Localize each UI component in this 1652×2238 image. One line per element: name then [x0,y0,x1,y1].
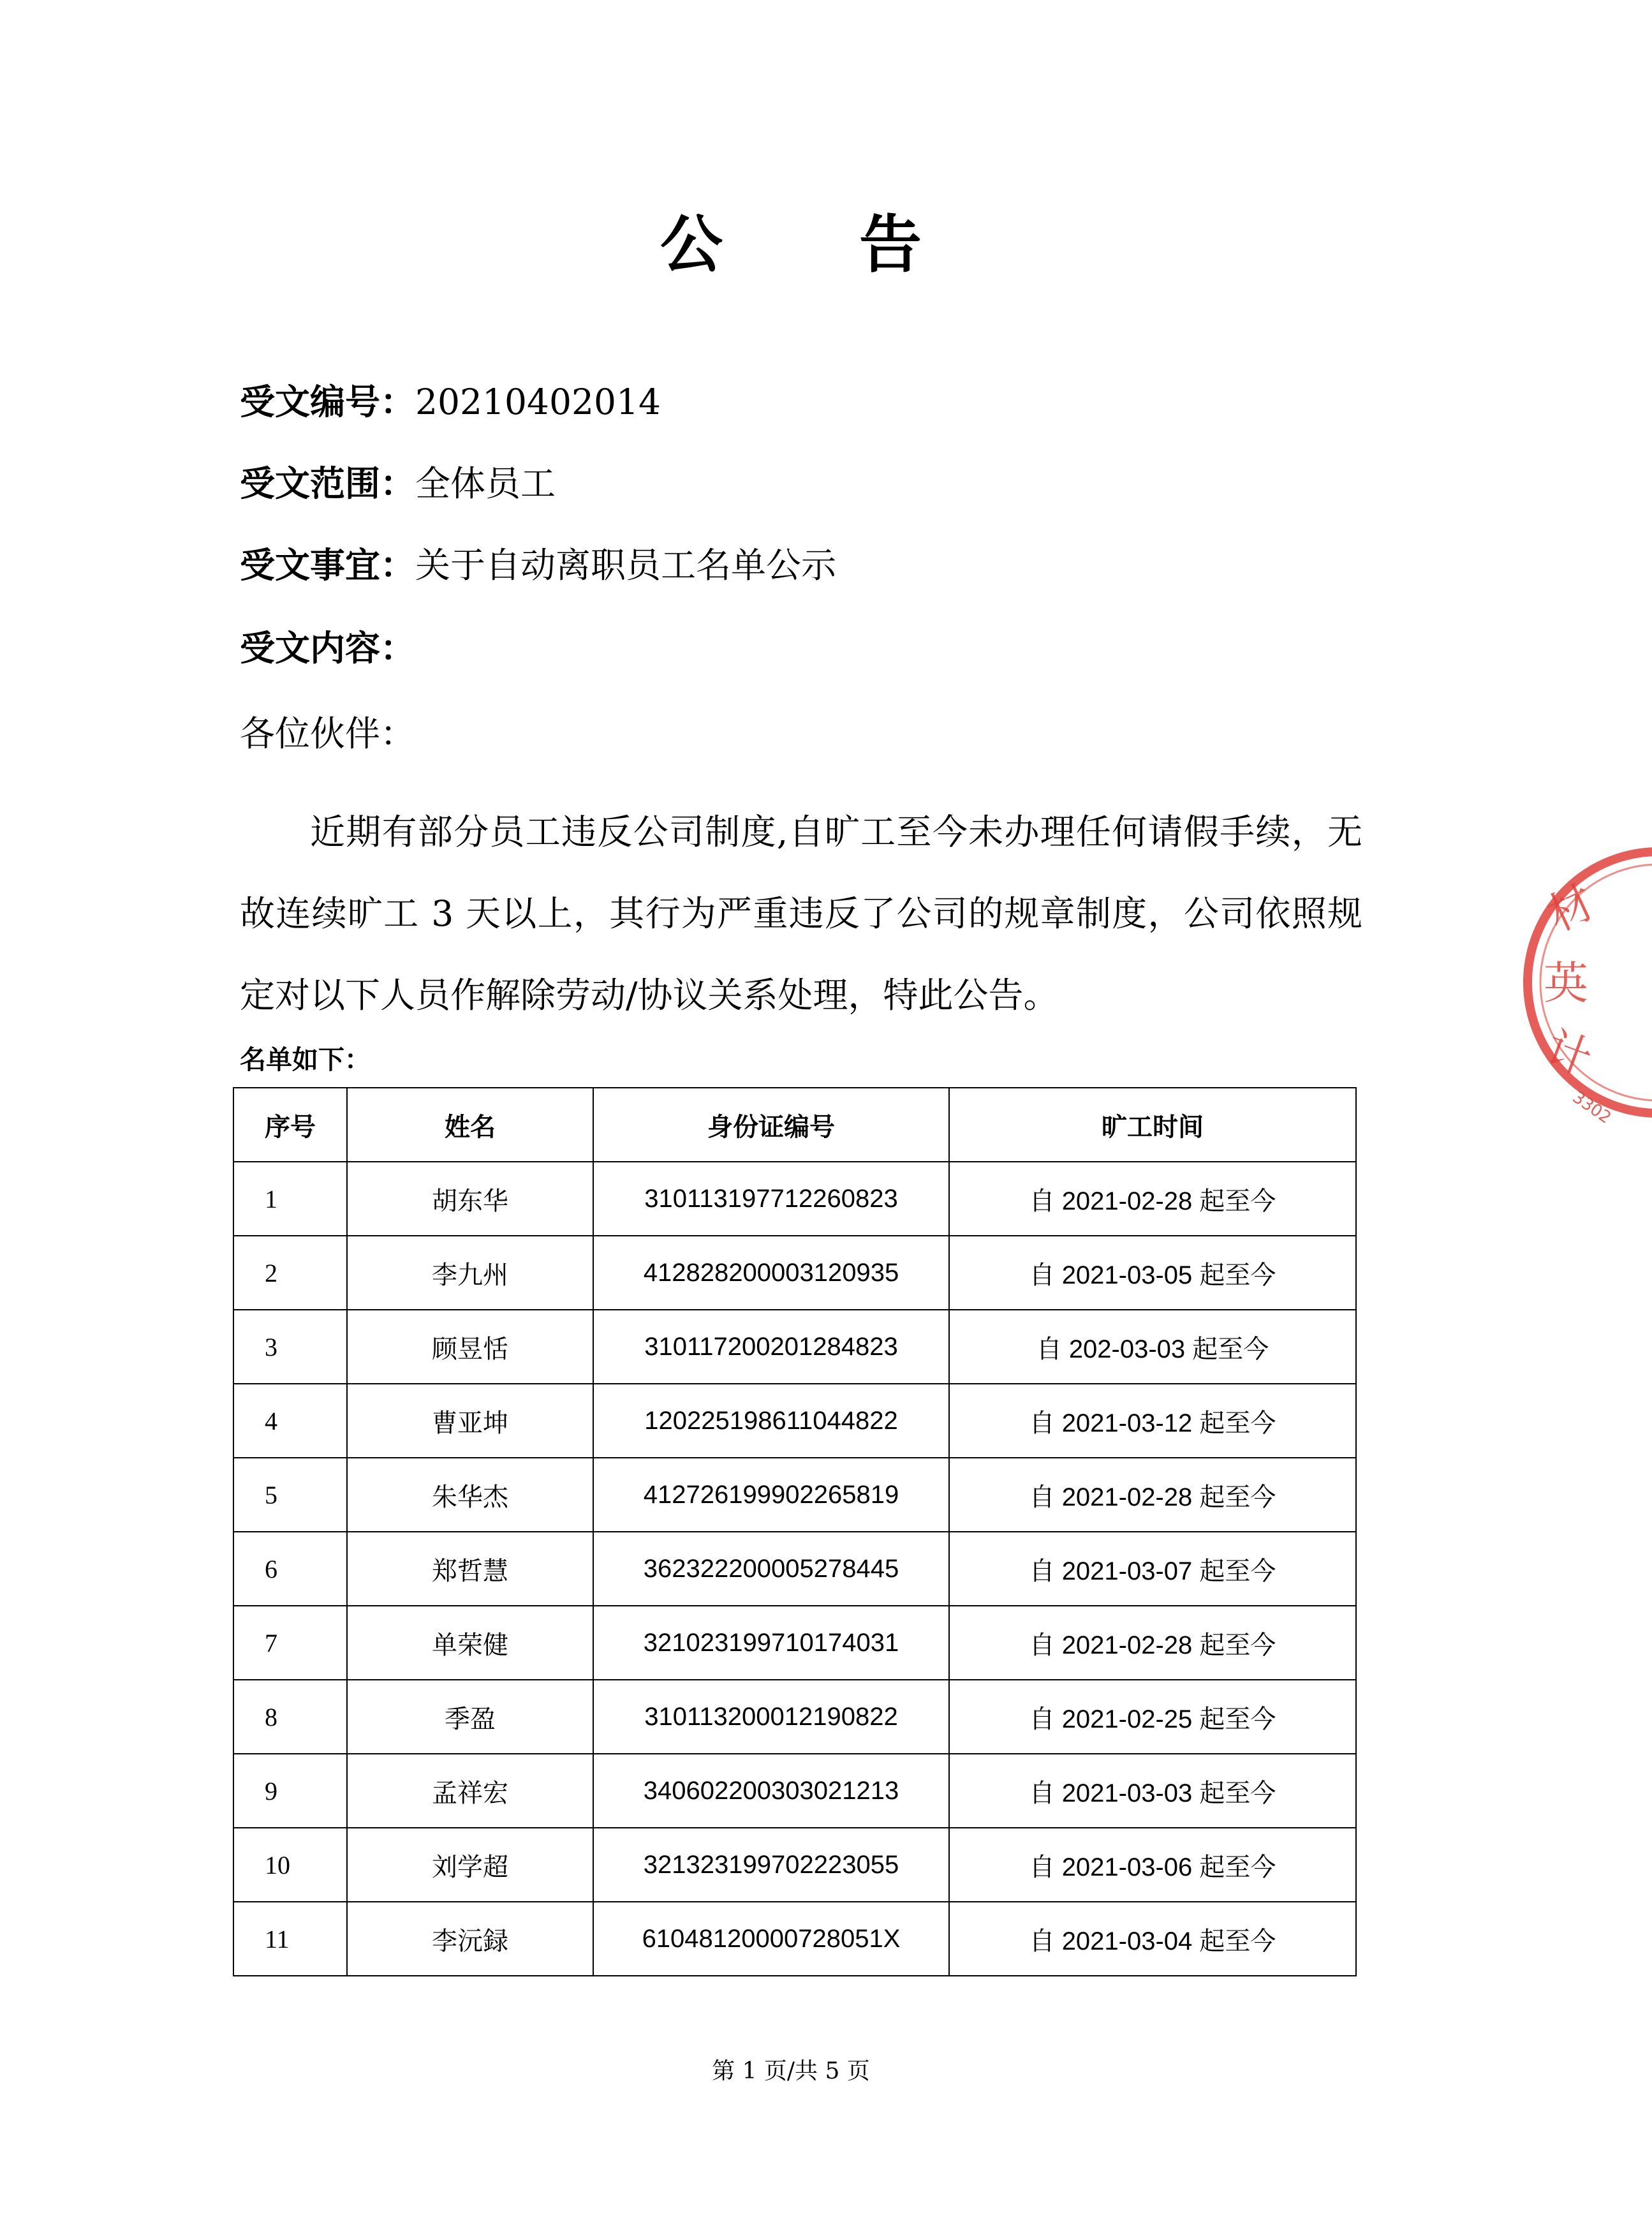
cell-name: 胡东华 [347,1162,593,1236]
cell-id-number: 310117200201284823 [593,1310,949,1384]
cell-seq: 3 [233,1310,347,1384]
cell-name: 季盈 [347,1680,593,1754]
table-row [233,1606,1356,1680]
content-label: 受文内容： [240,628,416,669]
cell-id-number: 310113197712260823 [593,1162,949,1236]
cell-absence-time: 自 2021-03-06 起至今 [949,1828,1356,1902]
table-row [233,1162,1356,1236]
cell-name: 顾昱恬 [347,1310,593,1384]
cell-seq: 8 [233,1680,347,1754]
cell-name: 郑哲慧 [347,1532,593,1606]
subject-value: 关于自动离职员工名单公示 [415,545,837,586]
scope-label: 受文范围： [240,463,416,504]
cell-name: 孟祥宏 [347,1754,593,1828]
svg-text:3302: 3302 [1568,1088,1615,1128]
cell-seq: 1 [233,1162,347,1236]
seal-icon [1512,842,1652,1128]
cell-absence-time: 自 2021-02-28 起至今 [949,1606,1356,1680]
table-row [233,1680,1356,1754]
cell-id-number: 120225198611044822 [593,1384,949,1458]
cell-name: 刘学超 [347,1828,593,1902]
roster-table [233,1087,1357,1976]
cell-absence-time: 自 2021-02-28 起至今 [949,1458,1356,1532]
table-row [233,1458,1356,1532]
cell-name: 曹亚坤 [347,1384,593,1458]
cell-id-number: 412828200003120935 [593,1236,949,1310]
scope-line [240,458,556,509]
table-row [233,1532,1356,1606]
cell-id-number: 310113200012190822 [593,1680,949,1754]
cell-seq: 5 [233,1458,347,1532]
cell-id-number: 362322200005278445 [593,1532,949,1606]
table-row [233,1384,1356,1458]
cell-name: 单荣健 [347,1606,593,1680]
cell-absence-time: 自 2021-03-05 起至今 [949,1236,1356,1310]
doc-number-label: 受文编号： [240,382,416,422]
cell-id-number: 321023199710174031 [593,1606,949,1680]
cell-absence-time: 自 2021-02-28 起至今 [949,1162,1356,1236]
table-row [233,1236,1356,1310]
cell-seq: 6 [233,1532,347,1606]
table-row [233,1754,1356,1828]
cell-seq: 7 [233,1606,347,1680]
subject-label: 受文事宜： [240,545,416,586]
cell-absence-time: 自 202-03-03 起至今 [949,1310,1356,1384]
cell-name: 李九州 [347,1236,593,1310]
table-header-row [233,1088,1356,1162]
scope-value: 全体员工 [415,463,556,504]
cell-seq: 11 [233,1902,347,1976]
list-title: 名单如下： [240,1044,371,1075]
cell-absence-time: 自 2021-03-04 起至今 [949,1902,1356,1976]
svg-text:英: 英 [1544,957,1588,1009]
page-title: 公 告 [660,209,980,281]
svg-text:计: 计 [1538,1021,1599,1086]
doc-number-line [240,376,661,427]
page-footer: 第 1 页/共 5 页 [712,2058,870,2084]
table-row [233,1902,1356,1976]
content-line [240,623,415,674]
cell-id-number: 321323199702223055 [593,1828,949,1902]
header-seq: 序号 [233,1088,347,1162]
cell-seq: 9 [233,1754,347,1828]
cell-seq: 10 [233,1828,347,1902]
cell-absence-time: 自 2021-03-07 起至今 [949,1532,1356,1606]
cell-id-number: 340602200303021213 [593,1754,949,1828]
greeting: 各位伙伴： [240,713,416,754]
cell-absence-time: 自 2021-03-12 起至今 [949,1384,1356,1458]
header-id-number: 身份证编号 [593,1088,949,1162]
svg-text:材: 材 [1539,875,1602,942]
cell-seq: 2 [233,1236,347,1310]
table-row [233,1310,1356,1384]
table-row [233,1828,1356,1902]
doc-number-value: 20210402014 [415,382,661,422]
subject-line [240,540,836,591]
body-paragraph: 近期有部分员工违反公司制度,自旷工至今未办理任何请假手续，无故连续旷工 3 天以上，其行为严重违反了公司的规章制度，公司依照规定对以下人员作解除劳动/协议关系处理，特此公告。 [240,811,1362,1016]
cell-absence-time: 自 2021-03-03 起至今 [949,1754,1356,1828]
header-name: 姓名 [347,1088,593,1162]
cell-absence-time: 自 2021-02-25 起至今 [949,1680,1356,1754]
cell-id-number: 412726199902265819 [593,1458,949,1532]
company-seal [1512,842,1652,1128]
cell-name: 李沅録 [347,1902,593,1976]
cell-seq: 4 [233,1384,347,1458]
cell-name: 朱华杰 [347,1458,593,1532]
header-absence-time: 旷工时间 [949,1088,1356,1162]
cell-id-number: 61048120000728051X [593,1902,949,1976]
